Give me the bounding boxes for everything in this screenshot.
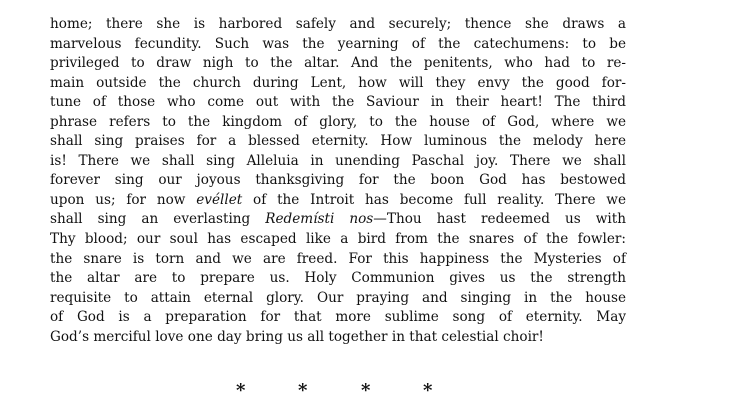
text-line: forever sing our joyous thanksgiving for the boon God has bestowed xyxy=(50,172,626,189)
text-line: shall sing praises for a blessed eternity. How luminous the melody here xyxy=(50,133,626,150)
text-line: the altar are to prepare us. Holy Communion gives us the strength xyxy=(50,270,626,287)
passage-paragraph xyxy=(50,15,626,347)
text-line: tune of those who come out with the Saviour in their heart! The third xyxy=(50,94,626,111)
text-line: Thy blood; our soul has escaped like a bird from the snares of the fowler: xyxy=(50,231,626,248)
text-line: is! There we shall sing Alleluia in unending Paschal joy. There we shall xyxy=(50,152,626,169)
text-line: main outside the church during Lent, how will they envy the good for- xyxy=(50,74,626,91)
italic-term-redemisti: Redemísti nos xyxy=(265,211,374,228)
separator-star: * xyxy=(423,380,433,401)
text-line: the snare is torn and we are freed. For this happiness the Mysteries of xyxy=(50,250,626,267)
text-line: home; there she is harbored safely and securely; thence she draws a xyxy=(50,16,626,32)
separator-star: * xyxy=(298,380,308,401)
text-line: God’s merciful love one day bring us all together in that celestial choir! xyxy=(50,328,544,345)
section-separator xyxy=(0,380,742,402)
text-line: shall sing an everlasting Redemísti nos—Thou hast redeemed us with xyxy=(50,211,626,228)
text-line: phrase refers to the kingdom of glory, to the house of God, where we xyxy=(50,113,626,130)
page-body xyxy=(50,15,626,347)
text-line: marvelous fecundity. Such was the yearning of the catechumens: to be xyxy=(50,35,626,52)
text-line: requisite to attain eternal glory. Our praying and singing in the house xyxy=(50,289,626,306)
separator-star: * xyxy=(236,380,246,401)
text-line: upon us; for now evéllet of the Introit has become full reality. There we xyxy=(50,191,626,208)
text-line: privileged to draw nigh to the altar. And the penitents, who had to re- xyxy=(50,55,626,72)
separator-star: * xyxy=(361,380,371,401)
text-line: of God is a preparation for that more sublime song of eternity. May xyxy=(50,309,626,326)
italic-term-evellet: evéllet xyxy=(196,191,243,208)
